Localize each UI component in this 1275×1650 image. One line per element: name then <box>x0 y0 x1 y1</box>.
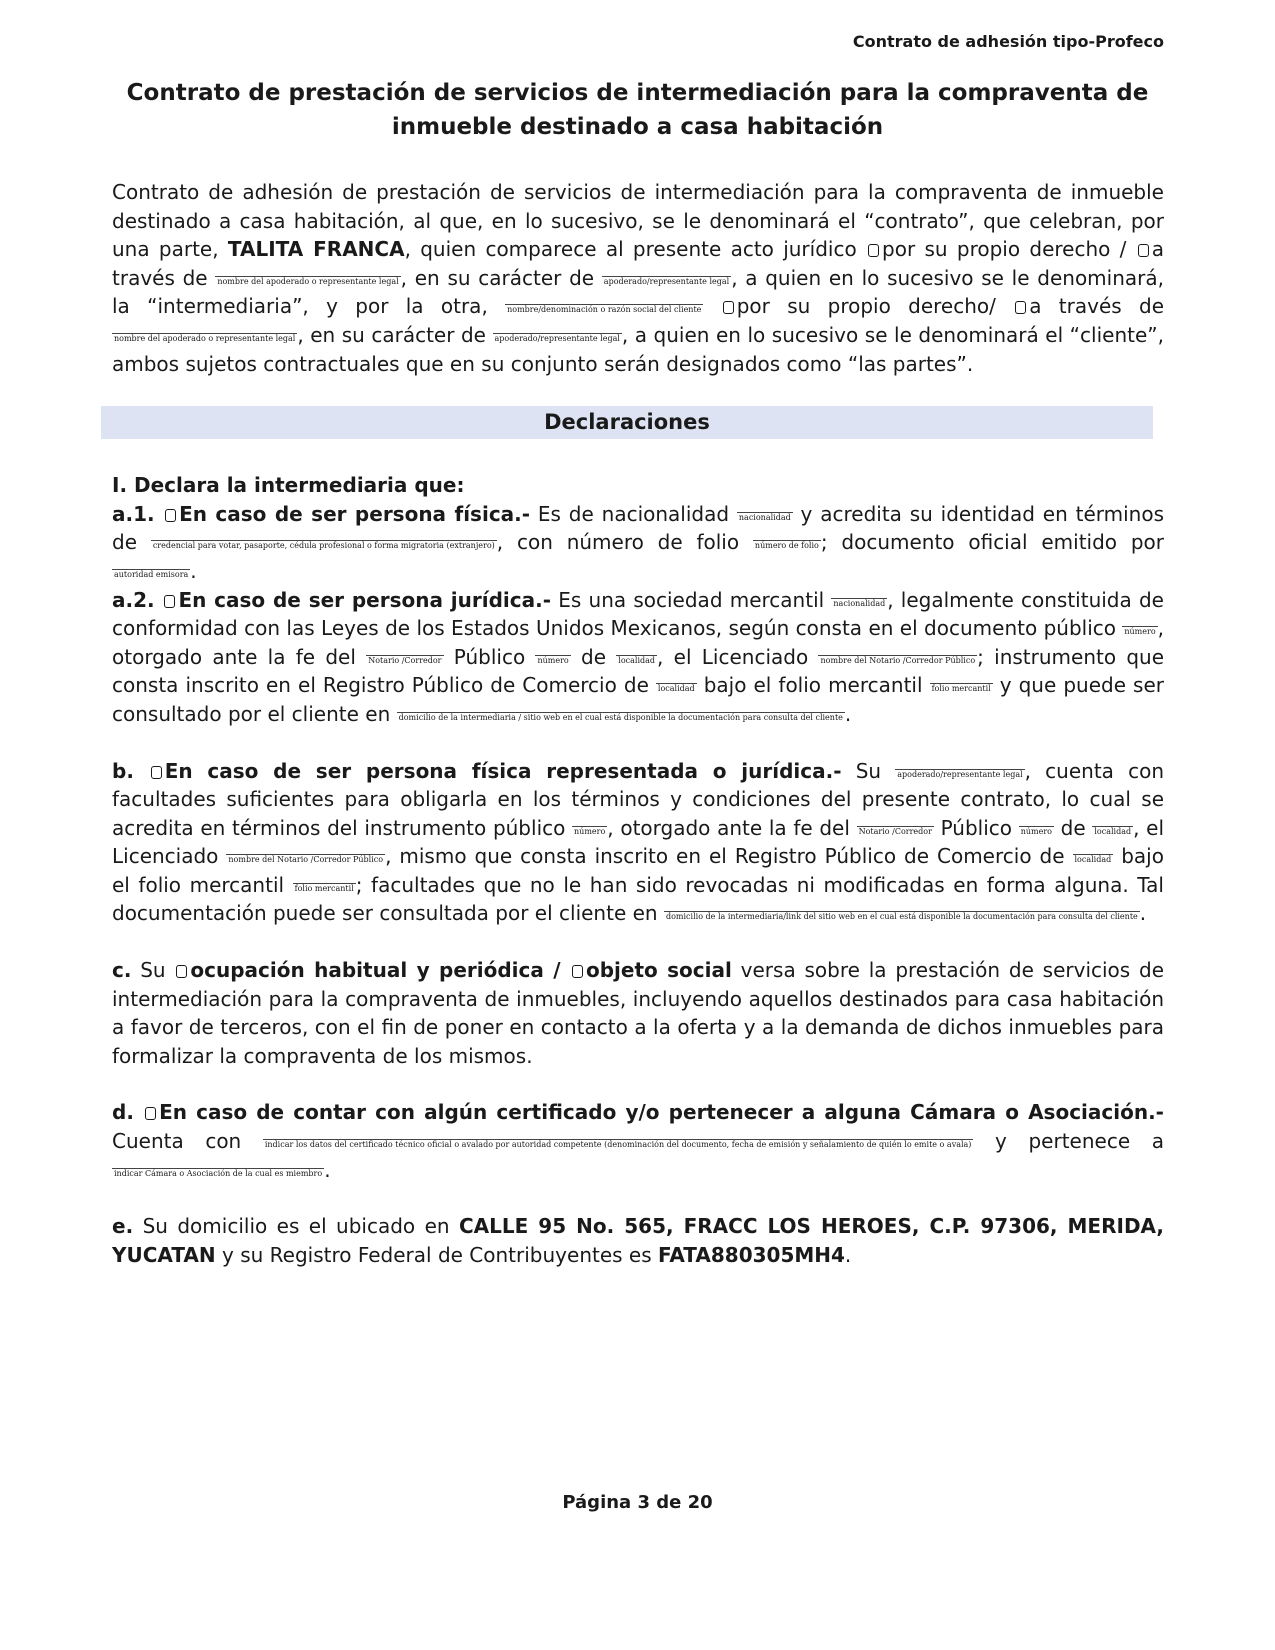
form-field[interactable]: Notario /Corredor <box>858 826 932 836</box>
form-field[interactable]: número <box>574 826 606 836</box>
form-field[interactable]: nacionalidad <box>738 512 791 522</box>
document-body <box>112 178 1164 1269</box>
clause-heading: objeto social <box>585 958 732 983</box>
clause-e <box>112 1212 1164 1269</box>
form-field[interactable]: número <box>1020 826 1052 836</box>
clause-text: Su domicilio es el ubicado en <box>133 1214 459 1239</box>
document-title <box>100 76 1175 144</box>
form-field[interactable]: número <box>1124 627 1156 637</box>
checkbox-icon[interactable] <box>572 965 583 978</box>
form-field[interactable]: autoridad emisora <box>114 569 189 579</box>
intro-text: por su propio derecho/ <box>736 294 1014 319</box>
clause-text: Cuenta con <box>112 1129 263 1154</box>
clause-text: , legalmente constituida de conformidad con las Leyes de los Estados Unidos Mexicanos, según consta en el documento público <box>112 587 1164 641</box>
form-field[interactable]: nombre del apoderado o representante legal <box>114 333 296 343</box>
clause-text: Es una sociedad mercantil <box>551 587 832 612</box>
clause-text: versa sobre la prestación de servicios de intermediación para la compraventa de inmuebles, incluyendo aquellos destinados para casa habitación a favor de terceros, con el fin de poner en contacto a la oferta y a la demanda de dichos inmuebles para formalizar la compraventa de los mismos. <box>112 958 1165 1068</box>
form-field[interactable]: nacionalidad <box>833 598 886 608</box>
clause-label: a.1. <box>112 501 164 526</box>
clause-a2 <box>112 586 1164 729</box>
intermediaria-name: TALITA FRANCA <box>227 237 405 262</box>
form-field[interactable]: apoderado/representante legal <box>494 333 620 343</box>
title-line-2: inmueble destinado a casa habitación <box>391 114 884 140</box>
clause-text: . <box>324 1157 331 1182</box>
form-field[interactable]: número <box>537 655 569 665</box>
checkbox-icon[interactable] <box>145 1107 156 1120</box>
clause-text: , el Licenciado <box>112 815 1165 869</box>
clause-text: Su <box>841 758 896 783</box>
form-field[interactable]: nombre del Notario /Corredor Público <box>228 855 384 865</box>
clause-a1 <box>112 500 1164 586</box>
clause-text: . <box>190 558 197 583</box>
form-field[interactable]: domicilio de la intermediaria / sitio web en el cual está disponible la documentación para consulta del cliente <box>398 712 843 722</box>
clause-text: . <box>1139 901 1147 926</box>
form-field[interactable]: folio mercantil <box>931 684 991 694</box>
clause-heading: En caso de ser persona física representada o jurídica.- <box>164 758 842 783</box>
intro-text: , a quien en lo sucesivo se le denominará el “cliente”, ambos sujetos contractuales que en su conjunto serán designados como “las partes”. <box>112 322 1164 376</box>
clause-c <box>112 956 1164 1070</box>
form-field[interactable]: indicar los datos del certificado técnico oficial o avalado por autoridad competente (denominación del documento, fecha de emisión y señalamiento de quién lo emite o avala) <box>264 1140 972 1150</box>
form-field[interactable]: nombre del apoderado o representante legal <box>217 276 399 286</box>
clause-heading: En caso de ser persona jurídica.- <box>178 587 552 612</box>
intro-text: , en su carácter de <box>297 322 493 347</box>
clause-text: , cuenta con facultades suficientes para obligarla en los términos y condiciones del presente contrato, lo cual se acredita en términos del instrumento público <box>112 758 1164 840</box>
intro-text: , en su carácter de <box>400 265 602 290</box>
form-field[interactable]: domicilio de la intermediaria/link del sitio web en el cual está disponible la documentación para consulta del cliente <box>665 912 1138 922</box>
form-field[interactable]: apoderado/representante legal <box>603 276 730 286</box>
form-field[interactable]: número de folio <box>754 541 819 551</box>
form-field[interactable]: apoderado/representante legal <box>897 769 1023 779</box>
clause-label: e. <box>112 1214 134 1239</box>
intro-text: por su propio derecho / <box>882 237 1136 262</box>
clause-text: ; instrumento que consta inscrito en el Registro Público de Comercio de <box>112 644 1165 698</box>
checkbox-icon[interactable] <box>165 509 176 522</box>
checkbox-icon[interactable] <box>868 244 879 257</box>
form-field[interactable]: localidad <box>1074 855 1112 865</box>
clause-label: a.2. <box>112 587 163 612</box>
clause-d <box>112 1098 1164 1184</box>
form-field[interactable]: indicar Cámara o Asociación de la cual es miembro <box>114 1168 323 1178</box>
intro-text: , a quien en lo sucesivo se le denominará, la “intermediaria”, y por la otra, <box>112 265 1164 319</box>
clause-text: de <box>570 644 617 669</box>
clause-heading: ocupación habitual y periódica / <box>190 958 570 983</box>
clause-text: Su <box>131 958 175 983</box>
intro-text: a través de <box>1029 294 1164 319</box>
section-subheading: I. Declara la intermediaria que: <box>112 473 465 498</box>
clause-text: ; facultades que no le han sido revocadas ni modificadas en forma alguna. Tal documentación puede ser consultada por el cliente en <box>112 872 1164 926</box>
title-line-1: Contrato de prestación de servicios de intermediación para la compraventa de <box>126 80 1149 106</box>
intro-text <box>703 294 720 318</box>
clause-label: c. <box>112 958 132 983</box>
running-header: Contrato de adhesión tipo-Profeco <box>852 32 1164 51</box>
intro-text: , quien comparece al presente acto jurídico <box>404 237 867 262</box>
address-value: CALLE 95 No. 565, FRACC LOS HEROES, C.P. 97306, MERIDA, YUCATAN <box>112 1214 1164 1267</box>
checkbox-icon[interactable] <box>1015 301 1026 314</box>
clause-text: . <box>844 701 852 726</box>
clause-text: , el Licenciado <box>657 644 819 669</box>
clause-heading: En caso de contar con algún certificado y/o pertenecer a alguna Cámara o Asociación.- <box>159 1100 1164 1125</box>
clause-text: Público <box>443 644 536 669</box>
form-field[interactable]: folio mercantil <box>294 883 354 893</box>
section-heading-declaraciones: Declaraciones <box>101 406 1153 439</box>
clause-text: Público <box>933 815 1019 840</box>
checkbox-icon[interactable] <box>1138 244 1149 257</box>
form-field[interactable]: Notario /Corredor <box>368 655 442 665</box>
clause-text: , mismo que consta inscrito en el Registro Público de Comercio de <box>385 844 1073 869</box>
checkbox-icon[interactable] <box>151 766 162 779</box>
intro-text: a través de <box>112 237 1164 290</box>
clause-b <box>112 757 1164 929</box>
clause-text: bajo el folio mercantil <box>112 844 1164 897</box>
clause-text: Es de nacionalidad <box>530 501 737 526</box>
clause-text: . <box>844 1242 852 1267</box>
rfc-value: FATA880305MH4 <box>658 1242 845 1267</box>
form-field[interactable]: nombre/denominación o razón social del cliente <box>507 305 702 315</box>
clause-text: , otorgado ante la fe del <box>112 616 1164 669</box>
clause-text: , otorgado ante la fe del <box>607 815 857 840</box>
intro-text: Contrato de adhesión de prestación de servicios de intermediación para la compraventa de inmueble destinado a casa habitación, al que, en lo sucesivo, se le denominará el “contrato”, que celebran, por una parte, <box>112 180 1164 262</box>
clause-label: b. <box>112 758 149 783</box>
clause-text: bajo el folio mercantil <box>696 673 930 698</box>
checkbox-icon[interactable] <box>164 595 175 608</box>
clause-text: de <box>1053 815 1093 840</box>
clause-heading: En caso de ser persona física.- <box>179 501 531 526</box>
clause-text: y su Registro Federal de Contribuyentes es <box>215 1242 658 1267</box>
clause-text: y acredita su identidad en términos de <box>112 501 1164 555</box>
checkbox-icon[interactable] <box>723 301 734 314</box>
clause-text: ; documento oficial emitido por <box>820 530 1165 555</box>
page-number: Página 3 de 20 <box>562 1492 713 1513</box>
clause-text: y pertenece a <box>973 1129 1164 1154</box>
clause-label: d. <box>112 1100 144 1125</box>
form-field[interactable]: nombre del Notario /Corredor Público <box>820 655 976 665</box>
form-field[interactable]: credencial para votar, pasaporte, cédula profesional o forma migratoria (extranjero) <box>152 541 495 551</box>
intro-paragraph <box>112 178 1164 378</box>
checkbox-icon[interactable] <box>176 965 187 978</box>
clause-text: , con número de folio <box>496 530 753 555</box>
clause-text: y que puede ser consultado por el cliente en <box>112 673 1164 726</box>
form-field[interactable]: localidad <box>618 655 656 665</box>
form-field[interactable]: localidad <box>1094 826 1132 836</box>
form-field[interactable]: localidad <box>657 684 695 694</box>
